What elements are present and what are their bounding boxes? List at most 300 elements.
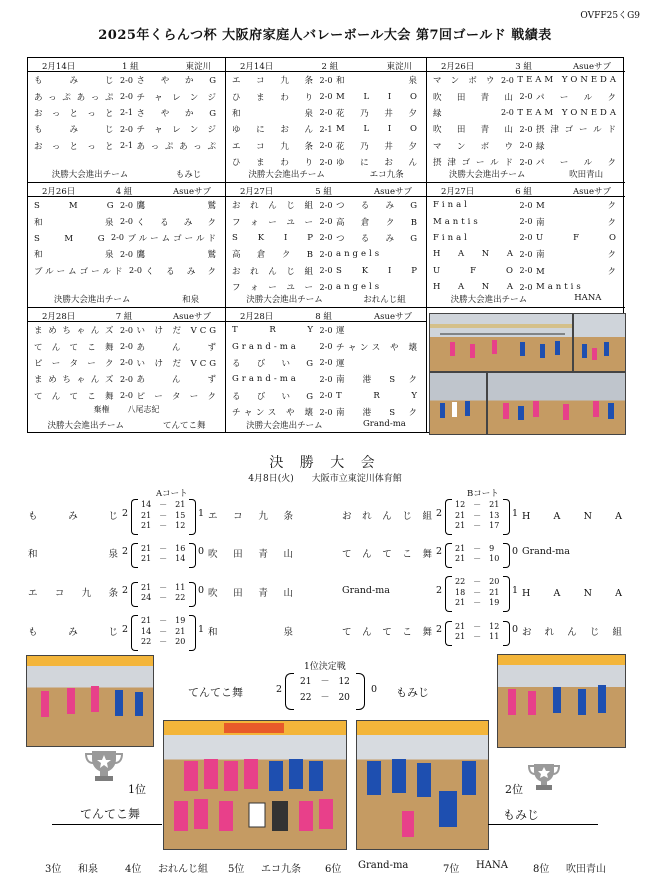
team-a: T R Y xyxy=(232,325,316,336)
second-place-label: 2位 xyxy=(505,783,523,796)
match-score: 2-0 xyxy=(319,391,333,401)
team-a: 緑 xyxy=(433,108,445,119)
sets-bracket xyxy=(131,582,138,607)
team-a: Mantis xyxy=(433,216,481,227)
team-b: く る み ク xyxy=(136,217,219,228)
advancing-team xyxy=(28,419,225,431)
final-match xyxy=(342,532,622,576)
court-a-label: Aコート xyxy=(156,489,188,499)
match-score: 2-0 xyxy=(120,200,133,210)
sets-bracket-right xyxy=(189,582,196,607)
group-venue: Asueサブ xyxy=(373,312,412,322)
match-row xyxy=(226,105,426,121)
match-row xyxy=(28,88,225,104)
match-score: 2-1 xyxy=(120,108,133,118)
advancing-team xyxy=(427,168,625,180)
team-b: 鷹 鷲 xyxy=(136,201,219,212)
team-a: ピ ー タ ー ク xyxy=(34,358,117,369)
match-score: 2-1 xyxy=(120,141,133,151)
match-score: 2-0 xyxy=(319,92,333,102)
team-b: angels xyxy=(336,282,383,293)
group-header xyxy=(28,183,225,197)
team-2-sets-won: 0 xyxy=(198,546,205,557)
match-row xyxy=(28,371,225,387)
team-b: いけだVCG xyxy=(136,358,219,369)
team-a: S M G xyxy=(34,233,108,244)
set-scores xyxy=(141,616,185,648)
team-a: S M G xyxy=(34,201,117,212)
group-venue: 東淀川 xyxy=(185,62,211,72)
group-date: 2月26日 xyxy=(42,187,76,197)
team-a: Final xyxy=(433,200,470,211)
set-score: 21 － 10 xyxy=(455,554,500,563)
team-a: あっぷあっぷ xyxy=(34,92,117,103)
team-a: S K I P xyxy=(232,232,316,243)
match-score: 2-0 xyxy=(500,75,514,85)
team-b: 南 ク xyxy=(536,217,619,228)
match-score: 2-0 xyxy=(120,342,133,352)
team-2: Grand-ma xyxy=(522,546,570,557)
match-score: 2-0 xyxy=(120,217,133,227)
match-row xyxy=(226,230,426,246)
advancing-label: 決勝大会進出チーム xyxy=(51,170,129,180)
group-header xyxy=(28,58,225,72)
match-score: 2-0 xyxy=(519,282,533,292)
team-b: 花 乃 井 夕 xyxy=(336,108,420,119)
sets-bracket-right xyxy=(503,499,510,535)
team-1: Grand-ma xyxy=(342,585,390,596)
withdrawn-label: 棄権 xyxy=(93,405,110,414)
team-b: M L I O xyxy=(336,124,420,135)
first-place-underline xyxy=(52,824,162,825)
team-a: おれんじ組 xyxy=(232,201,316,212)
set-score: 21 － 12 xyxy=(141,521,186,531)
match-row xyxy=(28,263,225,279)
decider-team-2: もみじ xyxy=(396,686,429,699)
team-1: て ん て こ 舞 xyxy=(342,549,432,560)
match-row xyxy=(28,355,225,371)
team-b: さ や か G xyxy=(136,108,219,119)
team-a: 和 泉 xyxy=(34,250,117,261)
rank-number: 7位 xyxy=(443,864,460,875)
set-score: 22 － 20 xyxy=(141,637,186,647)
team-b: T R Y xyxy=(336,390,420,401)
group-date: 2月27日 xyxy=(240,187,274,197)
final-photo-left xyxy=(26,655,154,747)
rank-team: 吹田青山 xyxy=(566,864,606,875)
advancing-team-name: 和泉 xyxy=(182,295,200,305)
sets-bracket xyxy=(445,543,452,568)
team-1: お れ ん じ 組 xyxy=(342,511,432,522)
match-row xyxy=(226,213,426,229)
group-number: 8 組 xyxy=(315,312,332,322)
decider-team-1: てんてこ舞 xyxy=(188,686,243,699)
group-date: 2月28日 xyxy=(42,312,76,322)
team-b: 鷹 鷲 xyxy=(136,250,219,261)
sets-bracket xyxy=(445,576,452,612)
team-2: 吹 田 青 山 xyxy=(208,588,293,599)
set-score: 21 － 9 xyxy=(455,543,495,553)
match-score: 2-0 xyxy=(319,108,333,118)
group-header xyxy=(226,308,426,322)
group-header xyxy=(226,58,426,72)
set-scores xyxy=(141,544,185,565)
match-row xyxy=(28,72,225,88)
advancing-team-name: てんてこ舞 xyxy=(162,421,206,431)
sets-bracket xyxy=(131,499,138,535)
group-date: 2月28日 xyxy=(240,312,274,322)
group-venue: Asueサブ xyxy=(572,187,611,197)
group-date: 2月14日 xyxy=(240,62,274,72)
match-score: 2-0 xyxy=(519,92,533,102)
gym-photo-4 xyxy=(487,372,626,435)
match-score: 2-0 xyxy=(519,249,533,259)
team-a: 高 倉 ク B xyxy=(232,250,316,261)
match-row xyxy=(28,105,225,121)
rank-team: 和泉 xyxy=(78,864,98,875)
team-2-sets-won: 0 xyxy=(512,546,519,557)
decider-team-1-sets: 2 xyxy=(276,684,283,695)
group-cell-5 xyxy=(226,183,427,308)
team-a: マ ン ボ ウ xyxy=(433,76,498,87)
group-number: 4 組 xyxy=(115,187,133,197)
group-cell-3 xyxy=(427,58,625,183)
team-b: 和 泉 xyxy=(336,76,420,87)
advancing-team xyxy=(226,293,426,305)
match-score: 2-0 xyxy=(319,325,333,335)
match-row xyxy=(226,404,426,420)
players-illustration xyxy=(430,373,486,434)
decider-set-scores xyxy=(300,674,350,706)
team-2-sets-won: 1 xyxy=(512,508,519,519)
team-b: ゆ に お ん xyxy=(336,158,420,169)
match-score: 2-0 xyxy=(319,374,333,384)
sets-bracket xyxy=(445,499,452,535)
match-row xyxy=(226,246,426,262)
set-score: 21 － 11 xyxy=(141,582,186,592)
team-a: エ コ 九 条 xyxy=(232,141,316,152)
match-score: 2-0 xyxy=(111,233,124,243)
group-number: 6 組 xyxy=(515,187,532,197)
set-score: 21 － 16 xyxy=(141,543,186,553)
group-cell-8 xyxy=(226,308,427,433)
team-b: つ る み G xyxy=(336,201,420,212)
set-score: 21 － 17 xyxy=(455,521,500,531)
team-a: 和 泉 xyxy=(34,217,117,228)
team-2: H A N A xyxy=(522,511,622,522)
match-row xyxy=(226,121,426,137)
advancing-team-name: エコ九条 xyxy=(369,170,404,180)
sets-bracket-right xyxy=(189,499,196,535)
team-a: ひ ま わ り xyxy=(232,158,316,169)
group-date: 2月14日 xyxy=(42,62,76,72)
champion-team-photo xyxy=(163,720,347,850)
team-1: て ん て こ 舞 xyxy=(342,627,432,638)
team-a: H A N A xyxy=(433,282,516,293)
withdrawn-team: 八尾志紀 xyxy=(127,405,160,414)
match-score: 2-0 xyxy=(519,124,533,134)
team-a: てんてこ舞 xyxy=(34,342,117,353)
team-b: チャンス や 壊 xyxy=(336,342,420,353)
team-b: あ ん ず xyxy=(136,342,219,353)
advancing-team-name: 吹田青山 xyxy=(569,170,604,180)
sets-bracket xyxy=(131,615,138,651)
match-row xyxy=(226,88,426,104)
match-score: 2-0 xyxy=(120,391,133,401)
team-2: 吹 田 青 山 xyxy=(208,549,293,560)
match-score: 2-0 xyxy=(120,358,133,368)
match-row xyxy=(226,355,426,371)
sets-bracket xyxy=(131,543,138,568)
second-place-underline xyxy=(488,824,598,825)
rank-number: 5位 xyxy=(228,864,245,875)
players-illustration xyxy=(498,655,625,747)
match-score: 2-0 xyxy=(519,200,533,210)
team-illustration xyxy=(357,721,488,849)
team-1-sets-won: 2 xyxy=(436,546,443,557)
team-a: Grand-ma xyxy=(232,341,299,352)
team-a: ひ ま わ り xyxy=(232,92,316,103)
sets-bracket-right xyxy=(189,615,196,651)
team-a: てんてこ舞 xyxy=(34,391,117,402)
team-a: ブルームゴールド xyxy=(34,266,126,277)
set-score: 21 － 15 xyxy=(141,510,186,520)
final-match xyxy=(28,610,318,654)
set-scores xyxy=(141,583,185,604)
sets-bracket-right xyxy=(189,543,196,568)
match-row xyxy=(226,371,426,387)
trophy-icon-second xyxy=(527,762,561,792)
group-number: 1 組 xyxy=(122,62,139,72)
match-score: 2-0 xyxy=(519,217,533,227)
group-number: 7 組 xyxy=(115,312,133,322)
advancing-team xyxy=(427,293,625,305)
team-a: も み じ xyxy=(34,125,117,136)
team-a: エ コ 九 条 xyxy=(232,76,316,87)
set-scores xyxy=(455,544,499,565)
match-score: 2-0 xyxy=(319,233,333,243)
team-a: フ ォ ー ユ ー xyxy=(232,217,316,228)
set-score: 14 － 21 xyxy=(141,626,186,636)
match-row xyxy=(28,388,225,404)
team-1-sets-won: 2 xyxy=(436,508,443,519)
team-b: つ る み G xyxy=(336,233,420,244)
team-1-sets-won: 2 xyxy=(122,624,129,635)
team-b: 花 乃 井 夕 xyxy=(336,141,420,152)
finals-date-venue: 4月8日(火) 大阪市立東淀川体育館 xyxy=(248,474,402,484)
group-cell-4 xyxy=(28,183,226,308)
team-illustration xyxy=(164,721,346,849)
set-score: 21 － 11 xyxy=(455,632,500,641)
team-a: る び い G xyxy=(232,391,316,402)
set-score: 22 － 20 xyxy=(455,577,500,587)
team-b: いけだVCG xyxy=(136,326,219,337)
match-score: 2-0 xyxy=(319,141,333,151)
set-score: 18 － 21 xyxy=(455,587,500,597)
match-score: 2-0 xyxy=(319,342,333,352)
rank-number: 6位 xyxy=(325,864,342,875)
team-b: angels xyxy=(336,249,383,260)
rank-team: HANA xyxy=(476,860,508,871)
first-place-label: 1位 xyxy=(128,783,146,796)
set-score: 14 － 21 xyxy=(141,500,186,510)
team-a: 吹 田 青 山 xyxy=(433,92,516,103)
team-2: エ コ 九 条 xyxy=(208,511,293,522)
match-row xyxy=(226,338,426,354)
team-a: 吹 田 青 山 xyxy=(433,125,516,136)
sets-bracket xyxy=(445,621,452,646)
team-b: M L I O xyxy=(336,91,420,102)
group-number: 5 組 xyxy=(315,187,332,197)
second-place-team: もみじ xyxy=(503,808,540,822)
group-date: 2月26日 xyxy=(441,62,475,72)
sets-bracket-right xyxy=(503,621,510,646)
team-1: 和 泉 xyxy=(28,549,118,560)
group-number: 3 組 xyxy=(515,62,532,72)
match-score: 2-0 xyxy=(120,124,133,134)
match-row xyxy=(427,246,625,262)
team-2: お れ ん じ 組 xyxy=(522,627,622,638)
match-row xyxy=(226,197,426,213)
group-venue: Asueサブ xyxy=(172,187,211,197)
group-cell-1 xyxy=(28,58,226,183)
match-score: 2-0 xyxy=(120,75,133,85)
final-match xyxy=(342,571,622,615)
group-venue: Asueサブ xyxy=(572,62,611,72)
team-b: 運 xyxy=(336,358,348,369)
document-id: OVFF25くG9 xyxy=(580,11,640,21)
team-a: マ ン ボ ウ xyxy=(433,141,516,152)
gym-photo-3 xyxy=(429,372,487,435)
match-score: 2-0 xyxy=(319,249,333,259)
team-1: も み じ xyxy=(28,627,118,638)
rank-team: Grand-ma xyxy=(358,860,409,871)
advancing-team xyxy=(28,293,225,305)
advancing-label: 決勝大会進出チーム xyxy=(448,170,526,180)
set-score: 21 － 12 xyxy=(300,677,350,687)
advancing-team xyxy=(226,168,426,180)
team-a: る び い G xyxy=(232,358,316,369)
rank-team: エコ九条 xyxy=(261,864,301,875)
group-cell-2 xyxy=(226,58,427,183)
advancing-label: 決勝大会進出チーム xyxy=(246,421,323,431)
team-b: パ ー ル ク xyxy=(536,158,619,169)
match-score: 2-0 xyxy=(319,75,333,85)
match-score: 2-0 xyxy=(319,266,333,276)
set-score: 12 － 21 xyxy=(455,500,500,510)
team-a: ゆ に お ん xyxy=(232,125,316,136)
finals-title: 決 勝 大 会 xyxy=(269,455,381,471)
team-b: 南 港 S ク xyxy=(336,408,420,419)
team-b: チャレンジ xyxy=(136,92,219,103)
set-scores xyxy=(141,500,185,532)
match-row xyxy=(28,121,225,137)
team-1: エ コ 九 条 xyxy=(28,588,118,599)
match-row xyxy=(226,263,426,279)
team-a: 摂津ゴールド xyxy=(433,158,516,169)
team-b: TEAM YONEDA xyxy=(517,107,619,118)
match-row xyxy=(28,197,225,213)
set-score: 24 － 22 xyxy=(141,593,186,602)
team-a: まめちゃんズ xyxy=(34,375,117,386)
team-a: お っ と っ と xyxy=(34,141,117,152)
page-title: 2025年くらんつ杯 大阪府家庭人バレーボール大会 第7回ゴールド 戦績表 xyxy=(98,28,552,43)
match-score: 2-0 xyxy=(519,141,533,151)
team-a: Grand-ma xyxy=(232,374,299,385)
advancing-team xyxy=(28,168,225,180)
rank-number: 3位 xyxy=(45,864,62,875)
team-b: TEAM YONEDA xyxy=(517,75,619,86)
sets-bracket-right xyxy=(356,673,365,710)
court-b-label: Bコート xyxy=(467,489,499,499)
advancing-team-name: Grand-ma xyxy=(362,419,406,429)
team-b: パ ー ル ク xyxy=(536,92,619,103)
match-row xyxy=(226,322,426,338)
match-row xyxy=(427,138,625,154)
advancing-team-name: HANA xyxy=(574,293,602,303)
group-header xyxy=(226,183,426,197)
group-venue: 東淀川 xyxy=(386,62,412,72)
team-1: も み じ xyxy=(28,511,118,522)
match-score: 2-0 xyxy=(120,249,133,259)
match-score: 2-0 xyxy=(129,266,142,276)
team-1-sets-won: 2 xyxy=(122,546,129,557)
team-b: M ク xyxy=(536,201,619,212)
team-b: ピ ー タ ー ク xyxy=(136,391,219,402)
set-scores xyxy=(455,622,499,643)
team-a: お っ と っ と xyxy=(34,108,117,119)
match-row xyxy=(226,72,426,88)
team-b: く る み ク xyxy=(145,266,219,277)
team-b: 摂津ゴールド xyxy=(536,125,619,136)
team-2-sets-won: 1 xyxy=(198,508,205,519)
team-b: 運 xyxy=(336,326,348,337)
team-a: まめちゃんズ xyxy=(34,326,117,337)
team-1-sets-won: 2 xyxy=(122,585,129,596)
set-scores xyxy=(455,500,499,532)
match-row xyxy=(28,338,225,354)
team-1-sets-won: 2 xyxy=(436,624,443,635)
match-row xyxy=(427,121,625,137)
advancing-team-name: おれんじ組 xyxy=(363,295,406,305)
group-header xyxy=(28,308,225,322)
match-row xyxy=(427,105,625,121)
advancing-label: 決勝大会進出チーム xyxy=(450,295,528,305)
set-score: 21 － 13 xyxy=(455,510,500,520)
match-row xyxy=(427,213,625,229)
advancing-team-name: もみじ xyxy=(175,170,202,180)
sets-bracket-right xyxy=(503,576,510,612)
final-match xyxy=(28,532,318,576)
group-header xyxy=(427,58,625,72)
team-b: チャレンジ xyxy=(136,125,219,136)
decider-team-2-sets: 0 xyxy=(371,684,378,695)
set-score: 21 － 19 xyxy=(455,598,500,608)
decider-row xyxy=(188,670,448,714)
team-a: おれんじ組 xyxy=(232,266,316,277)
rank-number: 8位 xyxy=(533,864,550,875)
players-illustration xyxy=(488,373,625,434)
team-2-sets-won: 1 xyxy=(198,624,205,635)
match-row xyxy=(28,246,225,262)
team-2: 和 泉 xyxy=(208,627,293,638)
set-score: 21 － 14 xyxy=(141,554,186,563)
rank-number: 4位 xyxy=(125,864,142,875)
team-a: Final xyxy=(433,232,470,243)
match-score: 2-0 xyxy=(120,374,133,384)
final-match xyxy=(342,610,622,654)
advancing-label: 決勝大会進出チーム xyxy=(248,170,325,180)
